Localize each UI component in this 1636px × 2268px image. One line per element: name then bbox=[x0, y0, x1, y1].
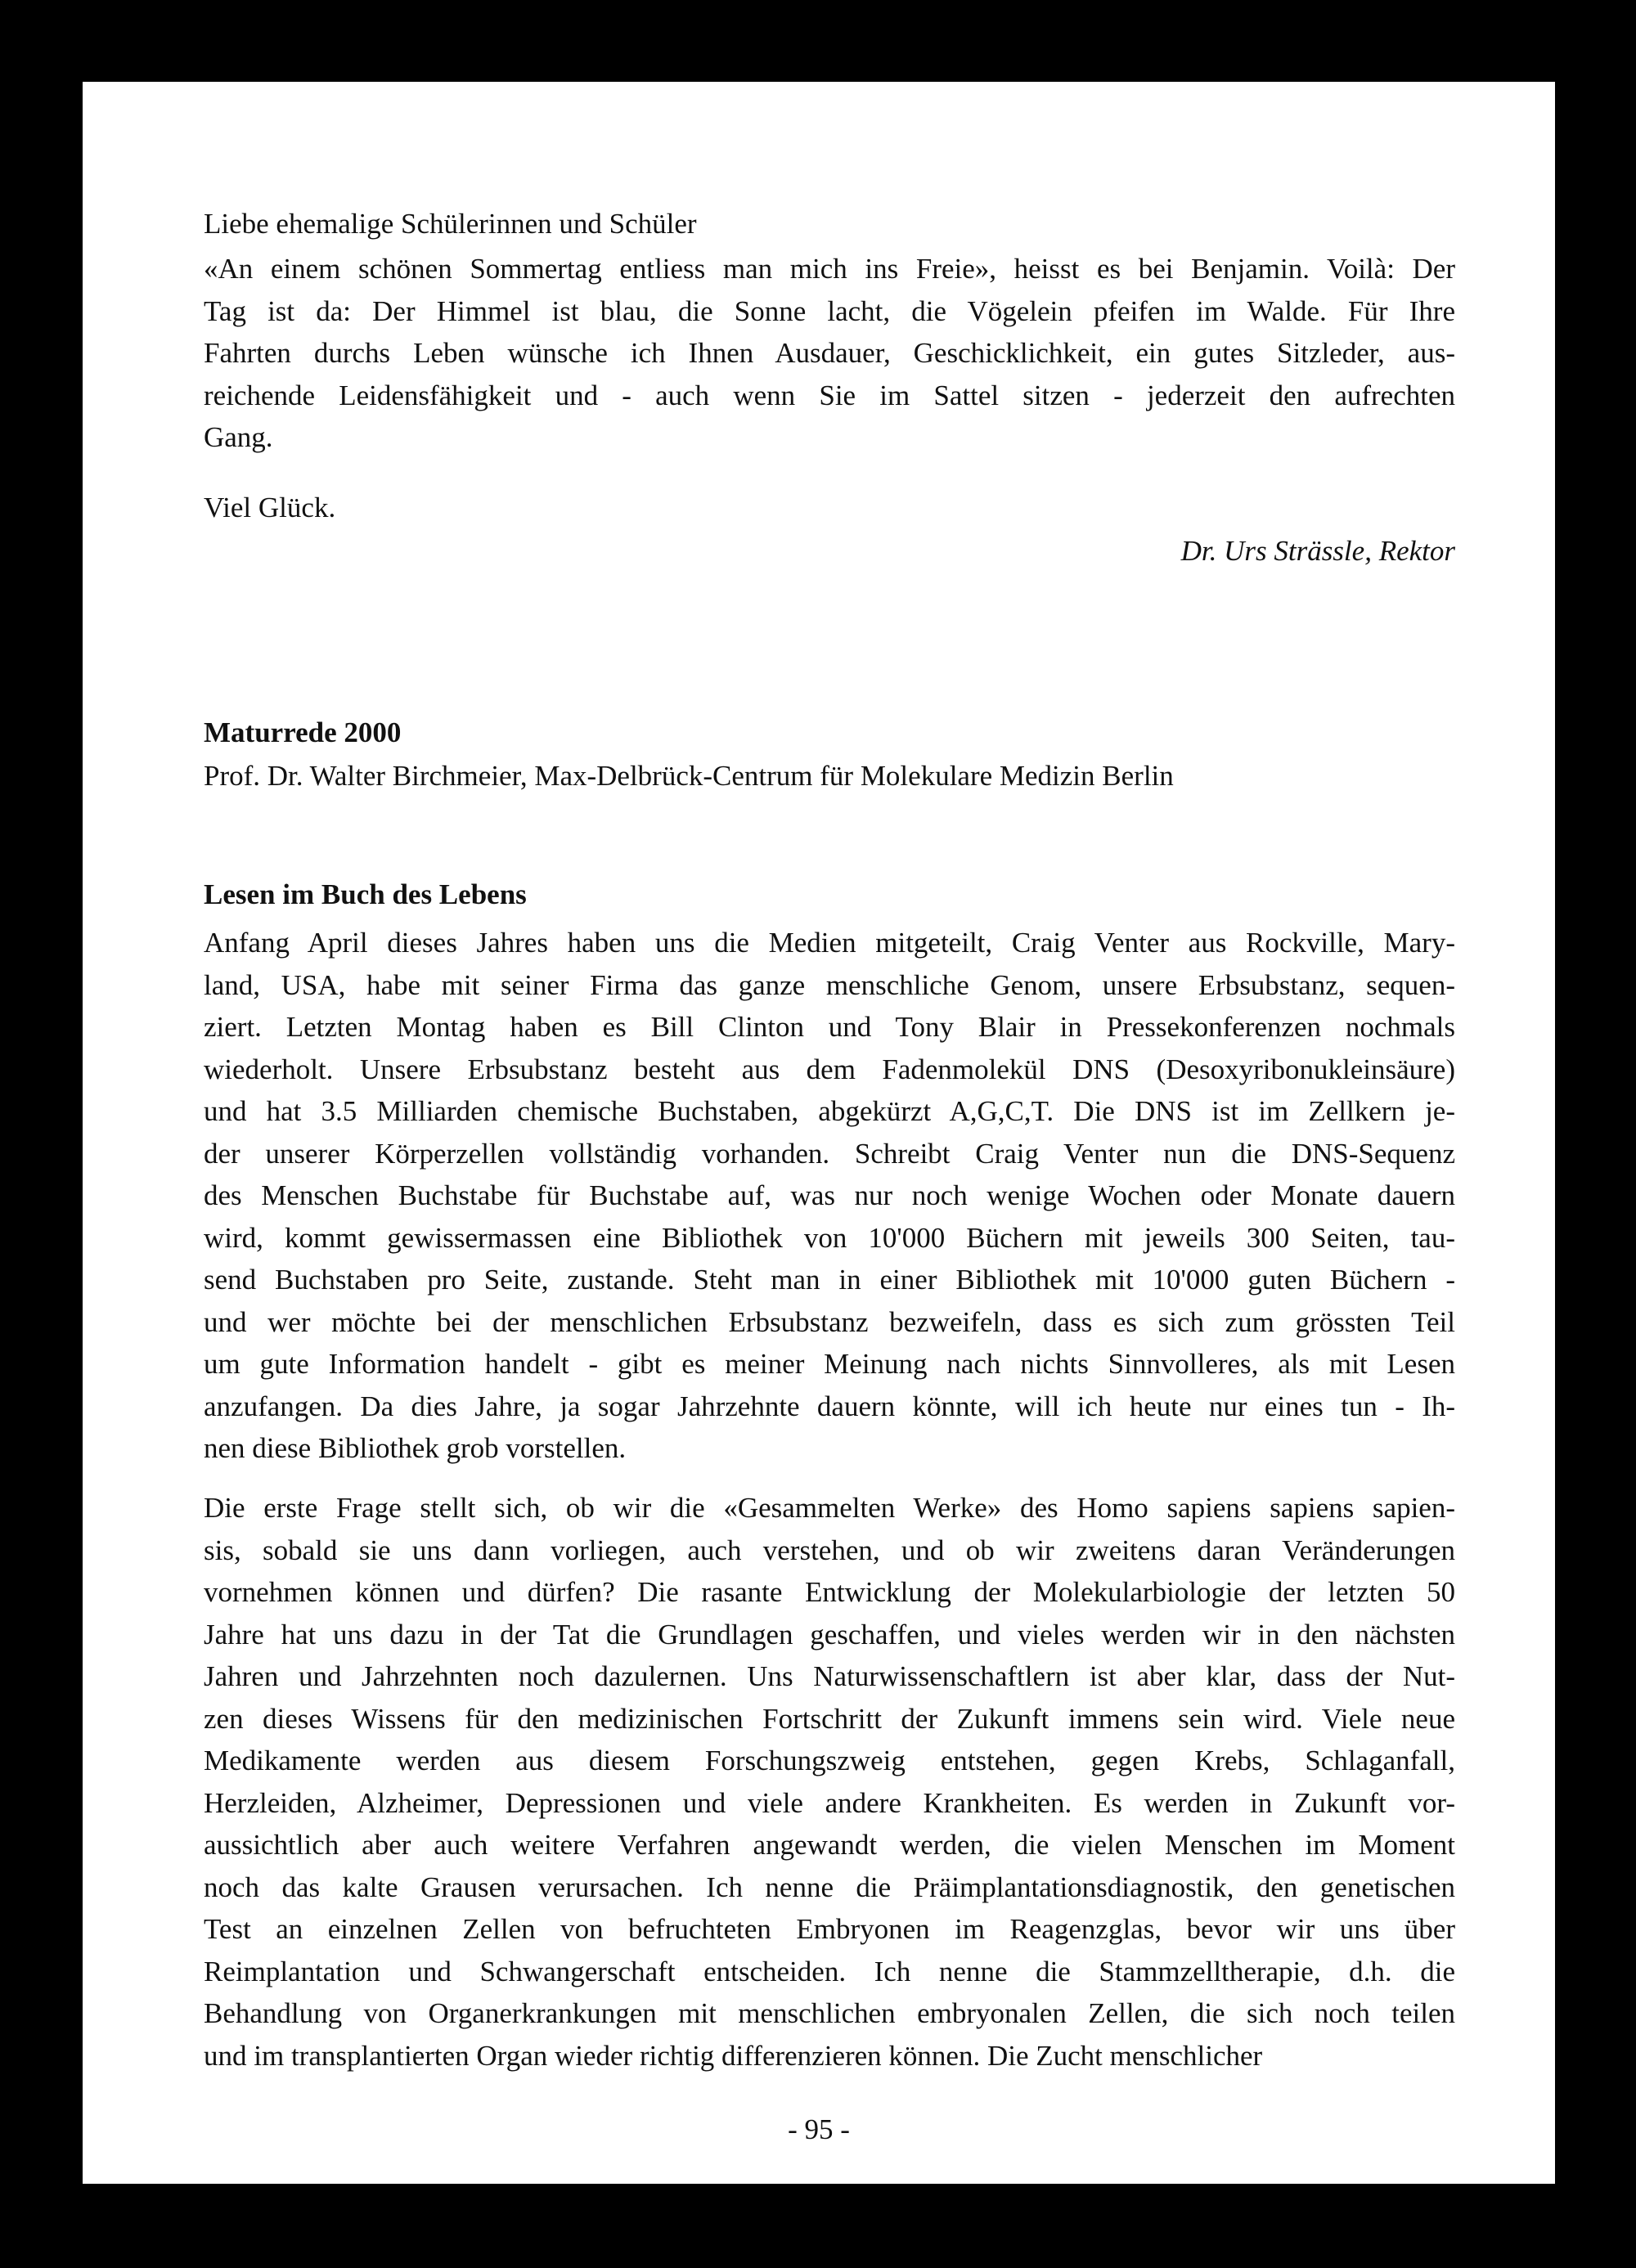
page-number: - 95 - bbox=[788, 2113, 850, 2145]
paragraph-farewell bbox=[204, 248, 1455, 459]
salutation-text: Liebe ehemalige Schülerinnen und Schüler bbox=[204, 208, 697, 240]
speaker-line: Prof. Dr. Walter Birchmeier, Max-Delbrück-Centrum für Molekulare Medizin Berlin bbox=[204, 760, 1174, 792]
text-line: Herzleiden, Alzheimer, Depressionen und viele andere Krankheiten. Es werden in Zukunft vor- bbox=[204, 1786, 1455, 1819]
text-line: zen dieses Wissens für den medizinischen Fortschritt der Zukunft immens sein wird. Viele neue bbox=[204, 1702, 1455, 1735]
salutation bbox=[204, 203, 1455, 245]
text-line: Jahren und Jahrzehnten noch dazulernen. Uns Naturwissenschaftlern ist aber klar, dass der Nut- bbox=[204, 1660, 1455, 1692]
text-line: «An einem schönen Sommertag entliess man mich ins Freie», heisst es bei Benjamin. Voilà: Der bbox=[204, 253, 1455, 285]
text-line: Tag ist da: Der Himmel ist blau, die Sonne lacht, die Vögelein pfeifen im Walde. Für Ihre bbox=[204, 294, 1455, 327]
text-line: nen diese Bibliothek grob vorstellen. bbox=[204, 1432, 627, 1464]
text-line: wiederholt. Unsere Erbsubstanz besteht aus dem Fadenmolekül DNS (Desoxyribonukleinsäure) bbox=[204, 1053, 1455, 1085]
text-line: Reimplantation und Schwangerschaft entscheiden. Ich nenne die Stammzelltherapie, d.h. die bbox=[204, 1955, 1455, 1987]
text-line: Die erste Frage stellt sich, ob wir die «Gesammelten Werke» des Homo sapiens sapiens sapien- bbox=[204, 1492, 1455, 1524]
text-line: und im transplantierten Organ wieder richtig differenzieren können. Die Zucht menschlicher bbox=[204, 2039, 1263, 2072]
text-line: Anfang April dieses Jahres haben uns die Medien mitgeteilt, Craig Venter aus Rockville, Mary- bbox=[204, 927, 1455, 959]
text-line: Test an einzelnen Zellen von befruchteten Embryonen im Reagenzglas, bevor wir uns über bbox=[204, 1913, 1455, 1945]
signature: Dr. Urs Strässle, Rektor bbox=[1180, 535, 1455, 567]
text-line: noch das kalte Grausen verursachen. Ich nenne die Präimplantationsdiagnostik, den genetischen bbox=[204, 1871, 1455, 1903]
paragraph-genome bbox=[204, 922, 1455, 1470]
text-line: um gute Information handelt - gibt es meiner Meinung nach nichts Sinnvolleres, als mit Lesen bbox=[204, 1348, 1455, 1380]
text-line: Medikamente werden aus diesem Forschungszweig entstehen, gegen Krebs, Schlaganfall, bbox=[204, 1745, 1455, 1776]
section-title: Maturrede 2000 bbox=[204, 716, 402, 748]
closing bbox=[204, 487, 1455, 529]
paragraph-questions bbox=[204, 1487, 1455, 2077]
text-line: Jahre hat uns dazu in der Tat die Grundlagen geschaffen, und vieles werden wir in den nächsten bbox=[204, 1618, 1455, 1650]
closing-text: Viel Glück. bbox=[204, 492, 336, 523]
text-line: wird, kommt gewissermassen eine Bibliothek von 10'000 Büchern mit jeweils 300 Seiten, tau- bbox=[204, 1221, 1455, 1254]
text-line: land, USA, habe mit seiner Firma das ganze menschliche Genom, unsere Erbsubstanz, sequen- bbox=[204, 968, 1455, 1001]
text-line: des Menschen Buchstabe für Buchstabe auf, was nur noch wenige Wochen oder Monate dauern bbox=[204, 1179, 1455, 1211]
text-line: und wer möchte bei der menschlichen Erbsubstanz bezweifeln, dass es sich zum grössten Teil bbox=[204, 1305, 1455, 1338]
text-line: Gang. bbox=[204, 421, 273, 453]
text-line: sis, sobald sie uns dann vorliegen, auch verstehen, und ob wir zweitens daran Veränderungen bbox=[204, 1534, 1455, 1566]
text-line: vornehmen können und dürfen? Die rasante Entwicklung der Molekularbiologie der letzten 50 bbox=[204, 1576, 1455, 1608]
text-line: ziert. Letzten Montag haben es Bill Clinton und Tony Blair in Pressekonferenzen nochmals bbox=[204, 1011, 1455, 1043]
document-page bbox=[83, 82, 1555, 2184]
text-line: Behandlung von Organerkrankungen mit menschlichen embryonalen Zellen, die sich noch teilen bbox=[204, 1997, 1455, 2029]
text-line: aussichtlich aber auch weitere Verfahren angewandt werden, die vielen Menschen im Moment bbox=[204, 1829, 1455, 1861]
text-line: send Buchstaben pro Seite, zustande. Steht man in einer Bibliothek mit 10'000 guten Büchern - bbox=[204, 1264, 1455, 1296]
text-line: Fahrten durchs Leben wünsche ich Ihnen Ausdauer, Geschicklichkeit, ein gutes Sitzleder, aus- bbox=[204, 337, 1455, 369]
text-line: und hat 3.5 Milliarden chemische Buchstaben, abgekürzt A,G,C,T. Die DNS ist im Zellkern je- bbox=[204, 1095, 1455, 1127]
text-line: reichende Leidensfähigkeit und - auch wenn Sie im Sattel sitzen - jederzeit den aufrechten bbox=[204, 379, 1455, 411]
text-line: anzufangen. Da dies Jahre, ja sogar Jahrzehnte dauern könnte, will ich heute nur eines tun - Ih- bbox=[204, 1390, 1455, 1422]
speech-title: Lesen im Buch des Lebens bbox=[204, 878, 527, 910]
text-line: der unserer Körperzellen vollständig vorhanden. Schreibt Craig Venter nun die DNS-Sequenz bbox=[204, 1137, 1455, 1170]
